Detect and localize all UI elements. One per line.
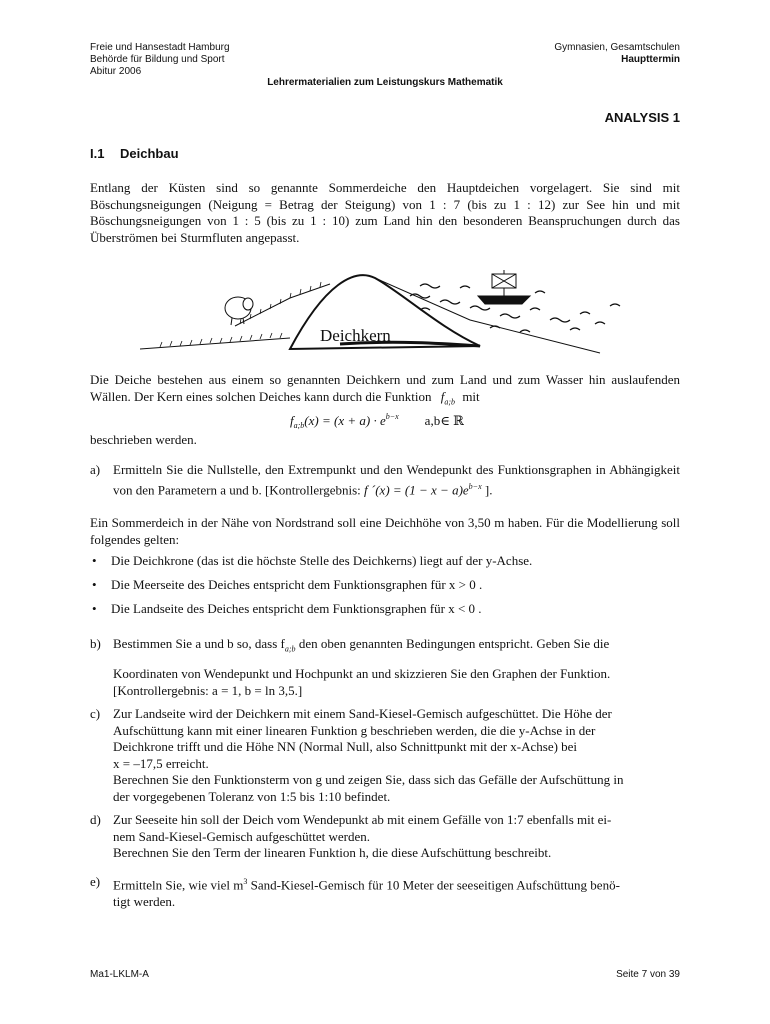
function-name: f <box>440 388 445 404</box>
task-e-line-1-a: Ermitteln Sie, wie viel m <box>113 877 244 893</box>
task-d-line: nem Sand-Kiesel-Gemisch aufgeschüttet werden. <box>113 828 371 844</box>
function-intro-text: Die Deiche bestehen aus einem so genannten Deichkern und zum Land und zum Wasser hin auslaufenden Wällen. Der Kern eines solchen Deiches kann durch die Funktion <box>90 372 680 404</box>
task-b-line-1 <box>113 636 680 658</box>
dike-illustration <box>140 248 630 360</box>
formula-parameter-set: a,b∈ ℝ <box>424 413 464 428</box>
described-text: beschrieben werden. <box>90 432 197 447</box>
task-a-body <box>113 462 680 498</box>
task-c-line: Deichkrone trifft und die Höhe NN (Normal Null, also Schnittpunkt mit der x-Achse) bei <box>113 739 578 754</box>
header-right-line-2: Haupttermin <box>621 54 680 65</box>
list-item-text: Die Meerseite des Deiches entspricht dem Funktionsgraphen für x > 0 . <box>111 577 483 592</box>
function-intro-paragraph <box>90 372 680 411</box>
land-ground-line <box>140 338 290 349</box>
header-right-line-1: Gymnasien, Gesamtschulen <box>554 42 680 53</box>
task-c-line: der vorgegebenen Toleranz von 1:5 bis 1:10 befindet. <box>113 788 391 804</box>
task-d-line: Zur Seeseite hin soll der Deich vom Wendepunkt ab mit einem Gefälle von 1:7 ebenfalls mit ei- <box>113 812 612 827</box>
task-c-line: x = –17,5 erreicht. <box>113 755 209 771</box>
section-heading <box>90 146 179 161</box>
header-left-line-1: Freie und Hansestadt Hamburg <box>90 42 230 53</box>
task-a-result: f ´(x) = (1 − x − a)e <box>364 481 469 497</box>
function-name-subscript: a;b <box>444 397 456 407</box>
task-b-line-1-text: Bestimmen Sie a und b so, dass f <box>113 636 285 651</box>
task-a-result-exponent: b−x <box>468 481 482 491</box>
task-c-line: Aufschüttung kann mit einer linearen Funktion g beschrieben werden, die die y-Achse in der <box>113 722 596 738</box>
task-b-body <box>113 636 680 699</box>
task-a-label: a) <box>90 462 101 477</box>
bullet-icon: • <box>92 601 97 616</box>
bullet-icon: • <box>92 553 97 568</box>
dike-core-label: Deichkern <box>320 326 391 345</box>
section-number: I.1 <box>90 146 105 161</box>
task-e-superscript: 3 <box>243 877 248 886</box>
task-b-line-1-end: den oben genannten Bedingungen entspricht. Geben Sie die <box>295 636 610 651</box>
task-b-subscript: a;b <box>284 644 296 654</box>
task-b-line-2: Koordinaten von Wendepunkt und Hochpunkt an und skizzieren Sie den Graphen der Funktion. <box>113 666 611 682</box>
sheep-icon <box>225 297 253 325</box>
task-c <box>90 706 680 805</box>
task-d <box>90 812 680 862</box>
task-a-end: ]. <box>481 481 493 497</box>
bullet-icon: • <box>92 577 97 592</box>
function-formula <box>290 412 464 430</box>
task-a <box>90 462 680 498</box>
formula-subscript: a;b <box>293 421 305 430</box>
task-e-line-2: tigt werden. <box>113 893 176 909</box>
task-d-body <box>113 812 680 862</box>
task-b-label: b) <box>90 636 101 651</box>
intro-paragraph: Entlang der Küsten sind so genannte Sommerdeiche den Hauptdeichen vorgelagert. Sie sind mit Böschungsneigungen (Neigung = Betrag der Steigung) von 1 : 7 (bis zu 1 : 12) zur See hin und mit Böschungsneigungen von 1 : 5 (bis zu 1 : 10) zum Land hin den besonderen Beanspruchungen durch das Überströmen bei Sturmfluten angepasst. <box>90 180 680 245</box>
task-c-label: c) <box>90 706 101 721</box>
task-c-line: Zur Landseite wird der Deichkern mit einem Sand-Kiesel-Gemisch aufgeschüttet. Die Höhe der <box>113 706 612 721</box>
task-c-body <box>113 706 680 805</box>
task-e <box>90 874 680 910</box>
footer-document-code: Ma1-LKLM-A <box>90 969 149 980</box>
header-right <box>554 42 680 66</box>
formula-exponent: b−x <box>385 412 399 421</box>
header-left <box>90 42 230 78</box>
header-center-title: Lehrermaterialien zum Leistungskurs Mathematik <box>267 77 503 88</box>
function-intro-tail: mit <box>462 388 480 404</box>
task-b <box>90 636 680 699</box>
footer-page-number: Seite 7 von 39 <box>616 969 680 980</box>
model-conditions-paragraph: Ein Sommerdeich in der Nähe von Nordstrand soll eine Deichhöhe von 3,50 m haben. Für die Modellierung soll folgendes gelten: <box>90 515 680 547</box>
task-e-line-1-b: Sand-Kiesel-Gemisch für 10 Meter der seeseitigen Aufschüttung benö- <box>247 877 620 893</box>
analysis-title: ANALYSIS 1 <box>604 110 680 125</box>
list-item-text: Die Deichkrone (das ist die höchste Stelle des Deichkerns) liegt auf der y-Achse. <box>111 553 533 568</box>
task-d-line: Berechnen Sie den Term der linearen Funktion h, die diese Aufschüttung beschreibt. <box>113 845 552 860</box>
task-b-line-3: [Kontrollergebnis: a = 1, b = ln 3,5.] <box>113 682 303 698</box>
list-item-text: Die Landseite des Deiches entspricht dem Funktionsgraphen für x < 0 . <box>111 601 482 616</box>
task-c-line: Berechnen Sie den Funktionsterm von g und zeigen Sie, dass sich das Gefälle der Aufschüttung in <box>113 772 624 787</box>
task-e-label: e) <box>90 874 101 889</box>
formula-body: (x) = (x + a) · e <box>304 413 386 428</box>
section-title: Deichbau <box>120 146 179 161</box>
header-left-line-3: Abitur 2006 <box>90 66 142 77</box>
task-a-text: Ermitteln Sie die Nullstelle, den Extrempunkt und den Wendepunkt des Funktionsgraphen in Abhängigkeit von den Parametern a und b. [Kontrollergebnis: <box>113 462 680 497</box>
formula-f: f <box>290 413 294 428</box>
task-e-body <box>113 874 680 910</box>
task-e-line-1 <box>113 874 680 894</box>
task-d-label: d) <box>90 812 101 827</box>
ship-icon <box>478 270 530 304</box>
header-left-line-2: Behörde für Bildung und Sport <box>90 54 225 65</box>
